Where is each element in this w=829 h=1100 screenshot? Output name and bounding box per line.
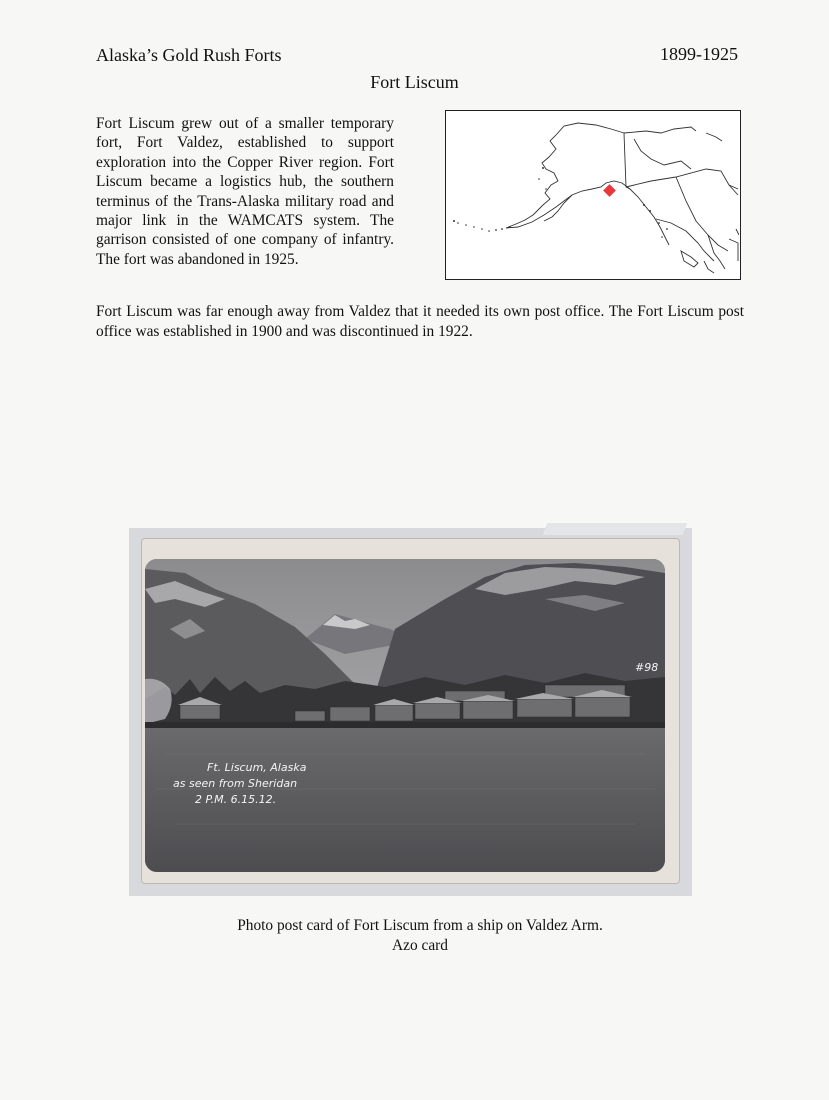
caption-line-2: Azo card: [392, 937, 448, 954]
alaska-outline: [506, 123, 669, 245]
card-number: #98: [635, 661, 659, 674]
inscription-line-3: 2 P.M. 6.15.12.: [195, 793, 277, 806]
mount-corner-tab: [543, 523, 687, 535]
post-office-paragraph: Fort Liscum was far enough away from Valdez that it needed its own post office. The Fort Liscum post office was established in 1900 and was discontinued in 1922.: [96, 303, 744, 340]
border-line: [624, 133, 630, 189]
inscription-line-1: Ft. Liscum, Alaska: [207, 761, 307, 774]
intro-paragraph: Fort Liscum grew out of a smaller temporary fort, Fort Valdez, established to support exploration into the Copper River region. Fort Liscum became a logistics hub, the southern terminus of the Trans-Alaska military road and major link in the WAMCATS system. The garrison consisted of one company of infantry. The fort was abandoned in 1925.: [96, 115, 394, 268]
page-title: Alaska’s Gold Rush Forts: [96, 45, 282, 65]
photo-caption: [0, 916, 829, 956]
alaska-location-map: [445, 110, 741, 280]
date-range: 1899-1925: [660, 44, 738, 64]
fort-liscum-marker: [603, 184, 616, 197]
caption-line-1: Photo post card of Fort Liscum from a ship on Valdez Arm.: [237, 917, 603, 934]
postcard-photo: [145, 559, 665, 872]
page-subtitle: Fort Liscum: [370, 72, 459, 92]
inscription-line-2: as seen from Sheridan: [173, 777, 298, 790]
